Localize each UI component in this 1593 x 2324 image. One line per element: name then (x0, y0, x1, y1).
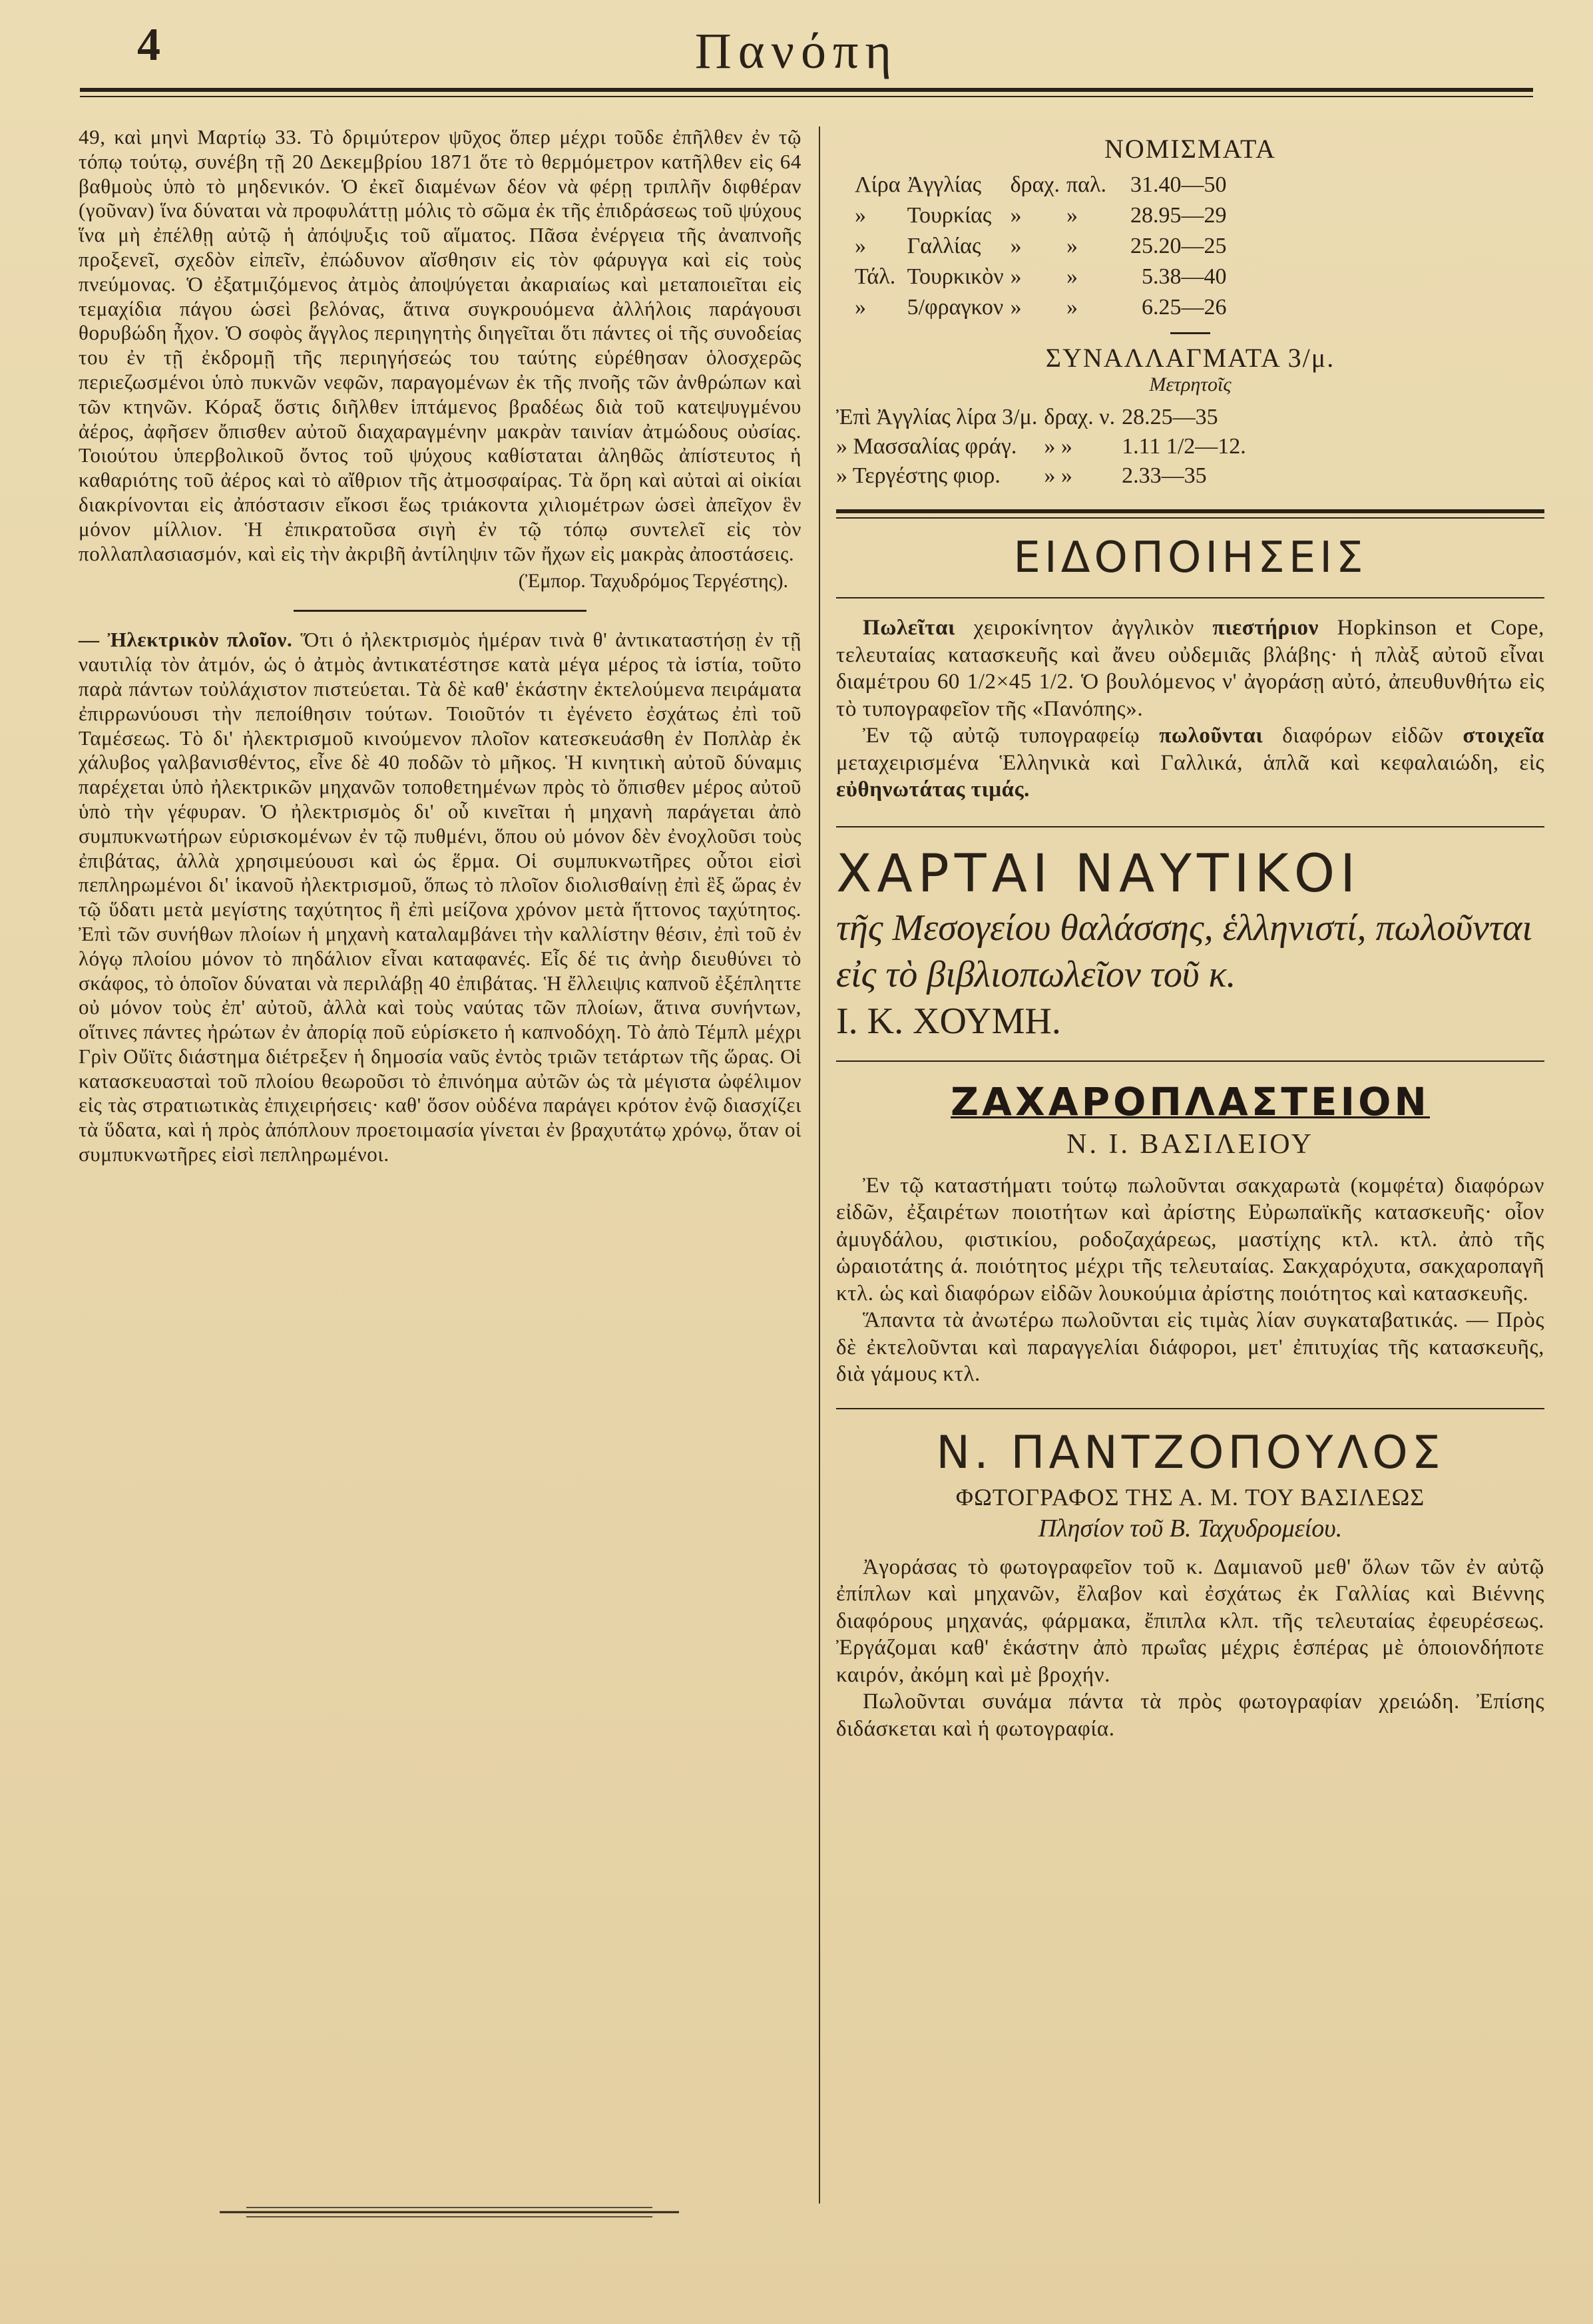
charts-title: ΧΑΡΤΑΙ ΝΑΥΤΙΚΟΙ (836, 843, 1361, 904)
article-cold-climate: 49, καὶ μηνὶ Μαρτίῳ 33. Τὸ δριμύτερον ψῦχος ὅπερ μέχρι τοῦδε ἐπῆλθεν ἐν τῷ τόπῳ τούτῳ, συνέβη τῇ 20 Δεκεμβρίου 1871 ὅτε τὸ θερμόμετρον κατῆλθεν εἰς 64 βαθμοὺς ὑπὸ τὸ μηδενικόν. Ὁ ἐκεῖ διαμένων δέον νὰ φέρῃ τριπλῆν διφθέραν (γοῦναν) ἵνα δύναται νὰ προφυλάττῃ μόλις τὸ σῶμα ἐκ τῆς ἐπιδράσεως τοῦ ψύχους ἵνα μὴ ἐπέλθῃ αὐτῷ ἡ ἀπόψυξις τοῦ αἵματος. Πᾶσα ἐνέργεια τῆς ἀναπνοῆς προξενεῖ, σχεδὸν εἰπεῖν, ἐπώδυνον αἴσθησιν εἰς τὸν φάρυγγα καὶ εἰς τοὺς πνεύμονας. Ὁ ἐξατμιζόμενος ἀτμὸς ἀποψύγεται ἀκαριαίως καὶ μεταποιεῖται εἰς τεμαχίδια πάγου ὡσεὶ βελόνας, ἅτινα συγκρουόμενα ἀλλήλοις παράγουσι θορυβώδη ἦχον. Ὁ σοφὸς ἄγγλος περιηγητὴς διηγεῖται ὅτι πάντες οἱ τῆς συνοδείας του ἐν τῇ ἐκδρομῇ τῆς περιηγήσεώς του ταύτης εὑρέθησαν ὁλοσχερῶς περιεζωσμένοι ὑπὸ πυκνῶν νεφῶν, παραγομένων ἐκ τῆς πνοῆς τῶν ἀνθρώπων καὶ τῶν κτηνῶν. Κόραξ ὅστις διῆλθεν ἱπτάμενος βραδέως διὰ τοῦ κατεψυγμένου ἀέρος, ἀφῆσεν ὄπισθεν αὐτοῦ διαχαραγμένην μακρὰν ταινίαν ἀτμώδους οὐσίας. Τοιούτου ὑπερβολικοῦ ὄντος τοῦ ψύχους καθίσταται ἀληθῶς ἀπίστευτος ἡ καθαριότης τοῦ ἀέρος καὶ τὸ αἴθριον τῆς ἀτμοσφαίρας. Τὰ ὄρη καὶ αὐταὶ αἱ οἰκίαι διακρίνονται εἰς ἀπόστασιν εἴκοσι ἕως τριάκοντα χιλιομέτρων ὡσεὶ ἀπεῖχον ἓν μόνον μίλλιον. Ἡ ἐπικρατοῦσα σιγὴ ἐν τῷ τόπῳ συντελεῖ εἰς τὸν πολλαπλασιασμόν, καὶ εἰς τὴν ἀκριβῆ ἀντίληψιν τῶν ἤχων εἰς μακρὰς ἀποστάσεις. (79, 125, 801, 565)
cell: » (1066, 203, 1078, 228)
section-rule (836, 826, 1544, 827)
notice-bold: στοιχεῖα (1463, 724, 1544, 748)
ornamental-rule (220, 2202, 679, 2222)
cell: » (855, 295, 866, 320)
currency-separator (1170, 332, 1210, 334)
cell: » Τεργέστης φιορ. (836, 463, 1001, 488)
table-row (855, 262, 1233, 292)
notice-press-for-sale (836, 614, 1544, 722)
confectionery-text-2: Ἅπαντα τὰ ἀνωτέρω πωλοῦνται εἰς τιμὰς λίαν συγκαταβατικάς. — Πρὸς δὲ ἐκτελοῦνται καὶ παραγγελίαι διάφοροι, μετ' ἐπιτυχίας τῆς κατασκευῆς, διὰ γάμους κτλ. (836, 1308, 1544, 1386)
cell: δραχ. ν. (1044, 405, 1116, 429)
charts-bookseller: Ι. Κ. ΧΟΥΜΗ. (836, 1000, 1061, 1042)
cell: Ἀγγλίας (907, 172, 982, 197)
confectionery-owner: Ν. Ι. ΒΑΣΙΛΕΙΟΥ (1066, 1128, 1314, 1160)
cell: παλ. (1066, 172, 1106, 197)
cell: δραχ. (1010, 172, 1060, 197)
table-row (836, 403, 1253, 432)
right-column (836, 133, 1544, 1742)
cell: » » (1044, 434, 1072, 459)
article-electric-ship-body: Ὅτι ὁ ἠλεκτρισμὸς ἡμέραν τινὰ θ' ἀντικαταστήσῃ ἐν τῇ ναυτιλίᾳ τὸν ἀτμόν, ὡς ὁ ἀτμὸς ἀντικατέστησε κατὰ μέγα μέρος τὰ ἱστία, τοῦτο παρὰ πάντων τοὐλάχιστον πιστεύεται. Τὰ δὲ καθ' ἑκάστην ἐκτελούμενα πειράματα ἐπιρρωνύουσι τὴν πεποίθησιν τούτων. Τοιοῦτόν τι ἐγένετο ἐσχάτως ἐπὶ τοῦ Ταμέσεως. Τὸ δι' ἠλεκτρισμοῦ κινούμενον πλοῖον κατεσκευάσθη ἐν Ποπλὰρ ἐκ χάλυβος γαλβανισθέντος, εἶνε δὲ 40 ποδῶν τὸ μῆκος. Ἡ κινητικὴ αὐτοῦ δύναμις παρέχεται ὑπὸ ἠλεκτρικῶν μηχανῶν τοποθετημένων πρὸς τὸ ὄπισθεν μέρος αὐτοῦ ὑπὸ τὴν γέφυραν. Ὁ ἠλεκτρισμὸς δι' οὗ κινεῖται ἡ μηχανὴ παράγεται ἀπὸ συμπυκνωτήρων εὑρισκομένων ἐν τῷ πυθμένι, ὅπου οὐ μόνον δὲν ἐνοχλοῦσι τοὺς ἐπιβάτας, ἀλλὰ χρησιμεύουσι καὶ ὡς ἕρμα. Οἱ συμπυκνωτῆρες οὗτοι εἰσὶ πεπληρωμένοι δι' ἱκανοῦ ἠλεκτρισμοῦ, ὅπως τὸ πλοῖον διολισθαίνῃ ἐπὶ ἓξ ὥρας ἐν τῷ ὕδατι μετὰ μεγίστης ταχύτητος ἢ ἐπὶ μείζονα χρόνον μετὰ ἥττονος ταχύτητος. Ἐπὶ τῶν συνήθων πλοίων ἡ μηχανὴ καταλαμβάνει τὴν καλλίστην θέσιν, ἐπὶ τοῦ ἐν λόγῳ πλοίου μόνον τὸ πηδάλιον εἶναι καταφανές. Εἷς δέ τις ἀνὴρ διευθύνει τὸ σκάφος, τὸ ὁποῖον δύναται νὰ περιλάβῃ 40 ἐπιβάτας. Ἡ ἔλλειψις καπνοῦ ἐξέπληττε οὐ μόνον τοὺς ἐπ' αὐτοῦ, ἀλλὰ καὶ τοὺς ναύτας τῶν πλοίων, ἅτινα συνήντων, οἵτινες πάντες ἠρώτων ἐν ἀπορίᾳ ποῦ εὑρίσκετο ἡ καπνοδόχη. Τὸ ἀπὸ Τέμπλ μέχρι Γρὶν Οὔϊτς διάστημα διέτρεξεν ἡ δημοσία ναῦς ἐντὸς τριῶν τετάρτων τῆς ὥρας. Οἱ κατασκευασταὶ τοῦ πλοίου θεωροῦσι τὸ ἐπινόημα αὐτῶν ὡς τὰ μέγιστα ὠφέλιμον εἰς τὰς στρατιωτικὰς ἐπιχειρήσεις· καθ' ὅσον οὐδένα παράγει κρότον ἐνῷ διασχίζει τὰ ὕδατα, καὶ ἡ πρὸς ἀπόπλουν προετοιμασία γίνεται ἐν βραχυτάτῳ χρόνῳ, ὅταν οἱ συμπυκνωτῆρες εἰσὶ πεπληρωμένοι. (79, 628, 801, 1166)
confectionery-text: Ἐν τῷ καταστήματι τούτῳ πωλοῦνται σακχαρωτὰ (κομφέτα) διαφόρων εἰδῶν, ἐξαιρέτων ποιοτήτων καὶ ἀρίστης Εὐρωπαϊκῆς κατασκευῆς· οἷον ἀμυγδάλου, φιστικίου, ροδοζαχάρεως, μαστίχης κτλ. κτλ. ἀπὸ τῆς ὡραιοτάτης ά. ποιότητος μέχρι τῆς τελευταίας. Σακχαρόχυτα, σακχαροπαγῆ κτλ. ὡς καὶ διαφόρων εἰδῶν λουκούμια ἀρίστης ποιότητος καὶ κατασκευῆς. (836, 1173, 1544, 1305)
confectionery-title: ΖΑΧΑΡΟΠΛΑΣΤΕΙΟΝ (951, 1078, 1430, 1124)
cell: » (1010, 295, 1022, 320)
notice-type-for-sale (836, 722, 1544, 804)
currency-table (855, 170, 1233, 323)
notice-text: Ἐν τῷ αὐτῷ τυπογραφείῳ (863, 724, 1160, 748)
table-row (855, 231, 1233, 262)
header-rule-thin (80, 96, 1533, 97)
rates-table (836, 403, 1253, 491)
notice-bold: πωλοῦνται (1159, 724, 1263, 748)
section-rule (836, 1060, 1544, 1062)
charts-body: τῆς Μεσογείου θαλάσσης, ἑλληνιστί, πωλοῦνται εἰς τὸ βιβλιοπωλεῖον τοῦ κ. (836, 907, 1532, 995)
cell-value: 1.11 1/2—12. (1122, 434, 1246, 459)
section-rule (836, 1408, 1544, 1409)
cell: » (855, 234, 866, 258)
notice-text: μεταχειρισμένα Ἑλληνικὰ καὶ Γαλλικά, ἁπλᾶ καὶ κεφαλαιώδη, εἰς (836, 750, 1544, 775)
cell: » (855, 203, 866, 228)
table-row (855, 170, 1233, 200)
cell-value: 28.25—35 (1122, 405, 1218, 429)
photographer-title: Ν. ΠΑΝΤΖΟΠΟΥΛΟΣ (936, 1426, 1445, 1479)
cell: Γαλλίας (907, 234, 981, 258)
currency-title: ΝΟΜΙΣΜΑΤΑ (1104, 134, 1277, 164)
cell: » (1010, 203, 1022, 228)
cell: » (1066, 295, 1078, 320)
nautical-charts-ad (836, 843, 1544, 1045)
rates-section (836, 342, 1544, 491)
cell: » (1010, 234, 1022, 258)
header-rule (80, 88, 1533, 92)
page-number: 4 (137, 19, 160, 71)
cell: » (1010, 264, 1022, 289)
notice-text: Hopkinson et Cope, τελευταίας κατασκευῆς καὶ ἄνευ οὐδεμιᾶς βλάβης· ἡ πλὰξ αὐτοῦ εἶναι διαμέτρου 60 1/2×45 1/2. Ὁ βουλόμενος ν' ἀγοράσῃ αὐτό, ἀπευθυνθήτω εἰς τὸ τυπογραφεῖον τῆς «Πανόπης». (836, 616, 1545, 721)
photographer-ad (836, 1427, 1544, 1743)
rates-title: ΣΥΝΑΛΛΑΓΜΑΤΑ 3/μ. (1045, 343, 1335, 373)
photographer-text-2: Πωλοῦνται συνάμα πάντα τὰ πρὸς φωτογραφίαν χρειώδη. Ἐπίσης διδάσκεται καὶ ἡ φωτογραφία. (836, 1690, 1544, 1741)
article-source: (Ἐμπορ. Ταχυδρόμος Τεργέστης). (518, 570, 788, 592)
notice-bold: πιεστήριον (1212, 616, 1319, 640)
notice-text: διαφόρων εἰδῶν (1263, 724, 1463, 748)
column-divider (819, 126, 820, 2204)
cell-value: 2.33—35 (1122, 463, 1207, 488)
notice-text: χειροκίνητον ἀγγλικὸν (955, 616, 1213, 640)
cell-value: 5.38—40 (1141, 264, 1227, 289)
left-column (79, 125, 801, 1167)
cell: Τουρκικὸν (907, 264, 1004, 289)
cell-value: 25.20—25 (1130, 234, 1227, 258)
cell-value: 31.40—50 (1130, 172, 1227, 197)
article-electric-ship-heading: — Ἠλεκτρικὸν πλοῖον. (79, 628, 293, 652)
cell: Τάλ. (855, 264, 896, 289)
notices-section (836, 533, 1544, 804)
rates-subtitle: Μετρητοῖς (1149, 373, 1232, 395)
photographer-subtitle: ΦΩΤΟΓΡΑΦΟΣ ΤΗΣ Α. Μ. ΤΟΥ ΒΑΣΙΛΕΩΣ (955, 1483, 1425, 1511)
cell: Ἐπὶ Ἀγγλίας λίρα 3/μ. (836, 405, 1038, 429)
cell: » » (1044, 463, 1072, 488)
currency-section (836, 133, 1544, 334)
notice-bold: εὐθηνωτάτας τιμάς. (836, 778, 1030, 802)
notices-title: ΕΙΔΟΠΟΙΗΣΕΙΣ (1013, 533, 1367, 582)
article-electric-ship (79, 628, 801, 1167)
notice-lead: Πωλεῖται (863, 616, 955, 640)
cell: » (1066, 234, 1078, 258)
confectionery-ad (836, 1079, 1544, 1388)
newspaper-title: Πανόπη (694, 23, 899, 79)
table-row (855, 200, 1233, 231)
notices-rule (836, 597, 1544, 598)
section-rule (836, 509, 1544, 519)
cell-value: 28.95—29 (1130, 203, 1227, 228)
cell: 5/φραγκον (907, 295, 1004, 320)
article-separator (294, 610, 586, 612)
cell: Τουρκίας (907, 203, 992, 228)
table-row (836, 461, 1253, 491)
cell: Λίρα (855, 172, 901, 197)
cell-value: 6.25—26 (1141, 295, 1227, 320)
cell: » Μασσαλίας φράγ. (836, 434, 1017, 459)
table-row (855, 292, 1233, 323)
table-row (836, 432, 1253, 461)
photographer-text: Ἀγοράσας τὸ φωτογραφεῖον τοῦ κ. Δαμιανοῦ μεθ' ὅλων τῶν ἐν αὐτῷ ἐπίπλων καὶ μηχανῶν, ἔλαβον καὶ ἐσχάτως ἐκ Γαλλίας καὶ Βιέννης διαφόρους μηχανάς, φάρμακα, ἔπιπλα κλπ. τῆς τελευταίας ἐφευρέσεως. Ἐργάζομαι καθ' ἑκάστην ἀπὸ πρωΐας μέχρις ἑσπέρας μὲ ὁποιονδήποτε καιρόν, ἀκόμη καὶ μὲ βροχήν. (836, 1554, 1544, 1687)
cell: » (1066, 264, 1078, 289)
photographer-location: Πλησίον τοῦ Β. Ταχυδρομείου. (1038, 1514, 1343, 1542)
